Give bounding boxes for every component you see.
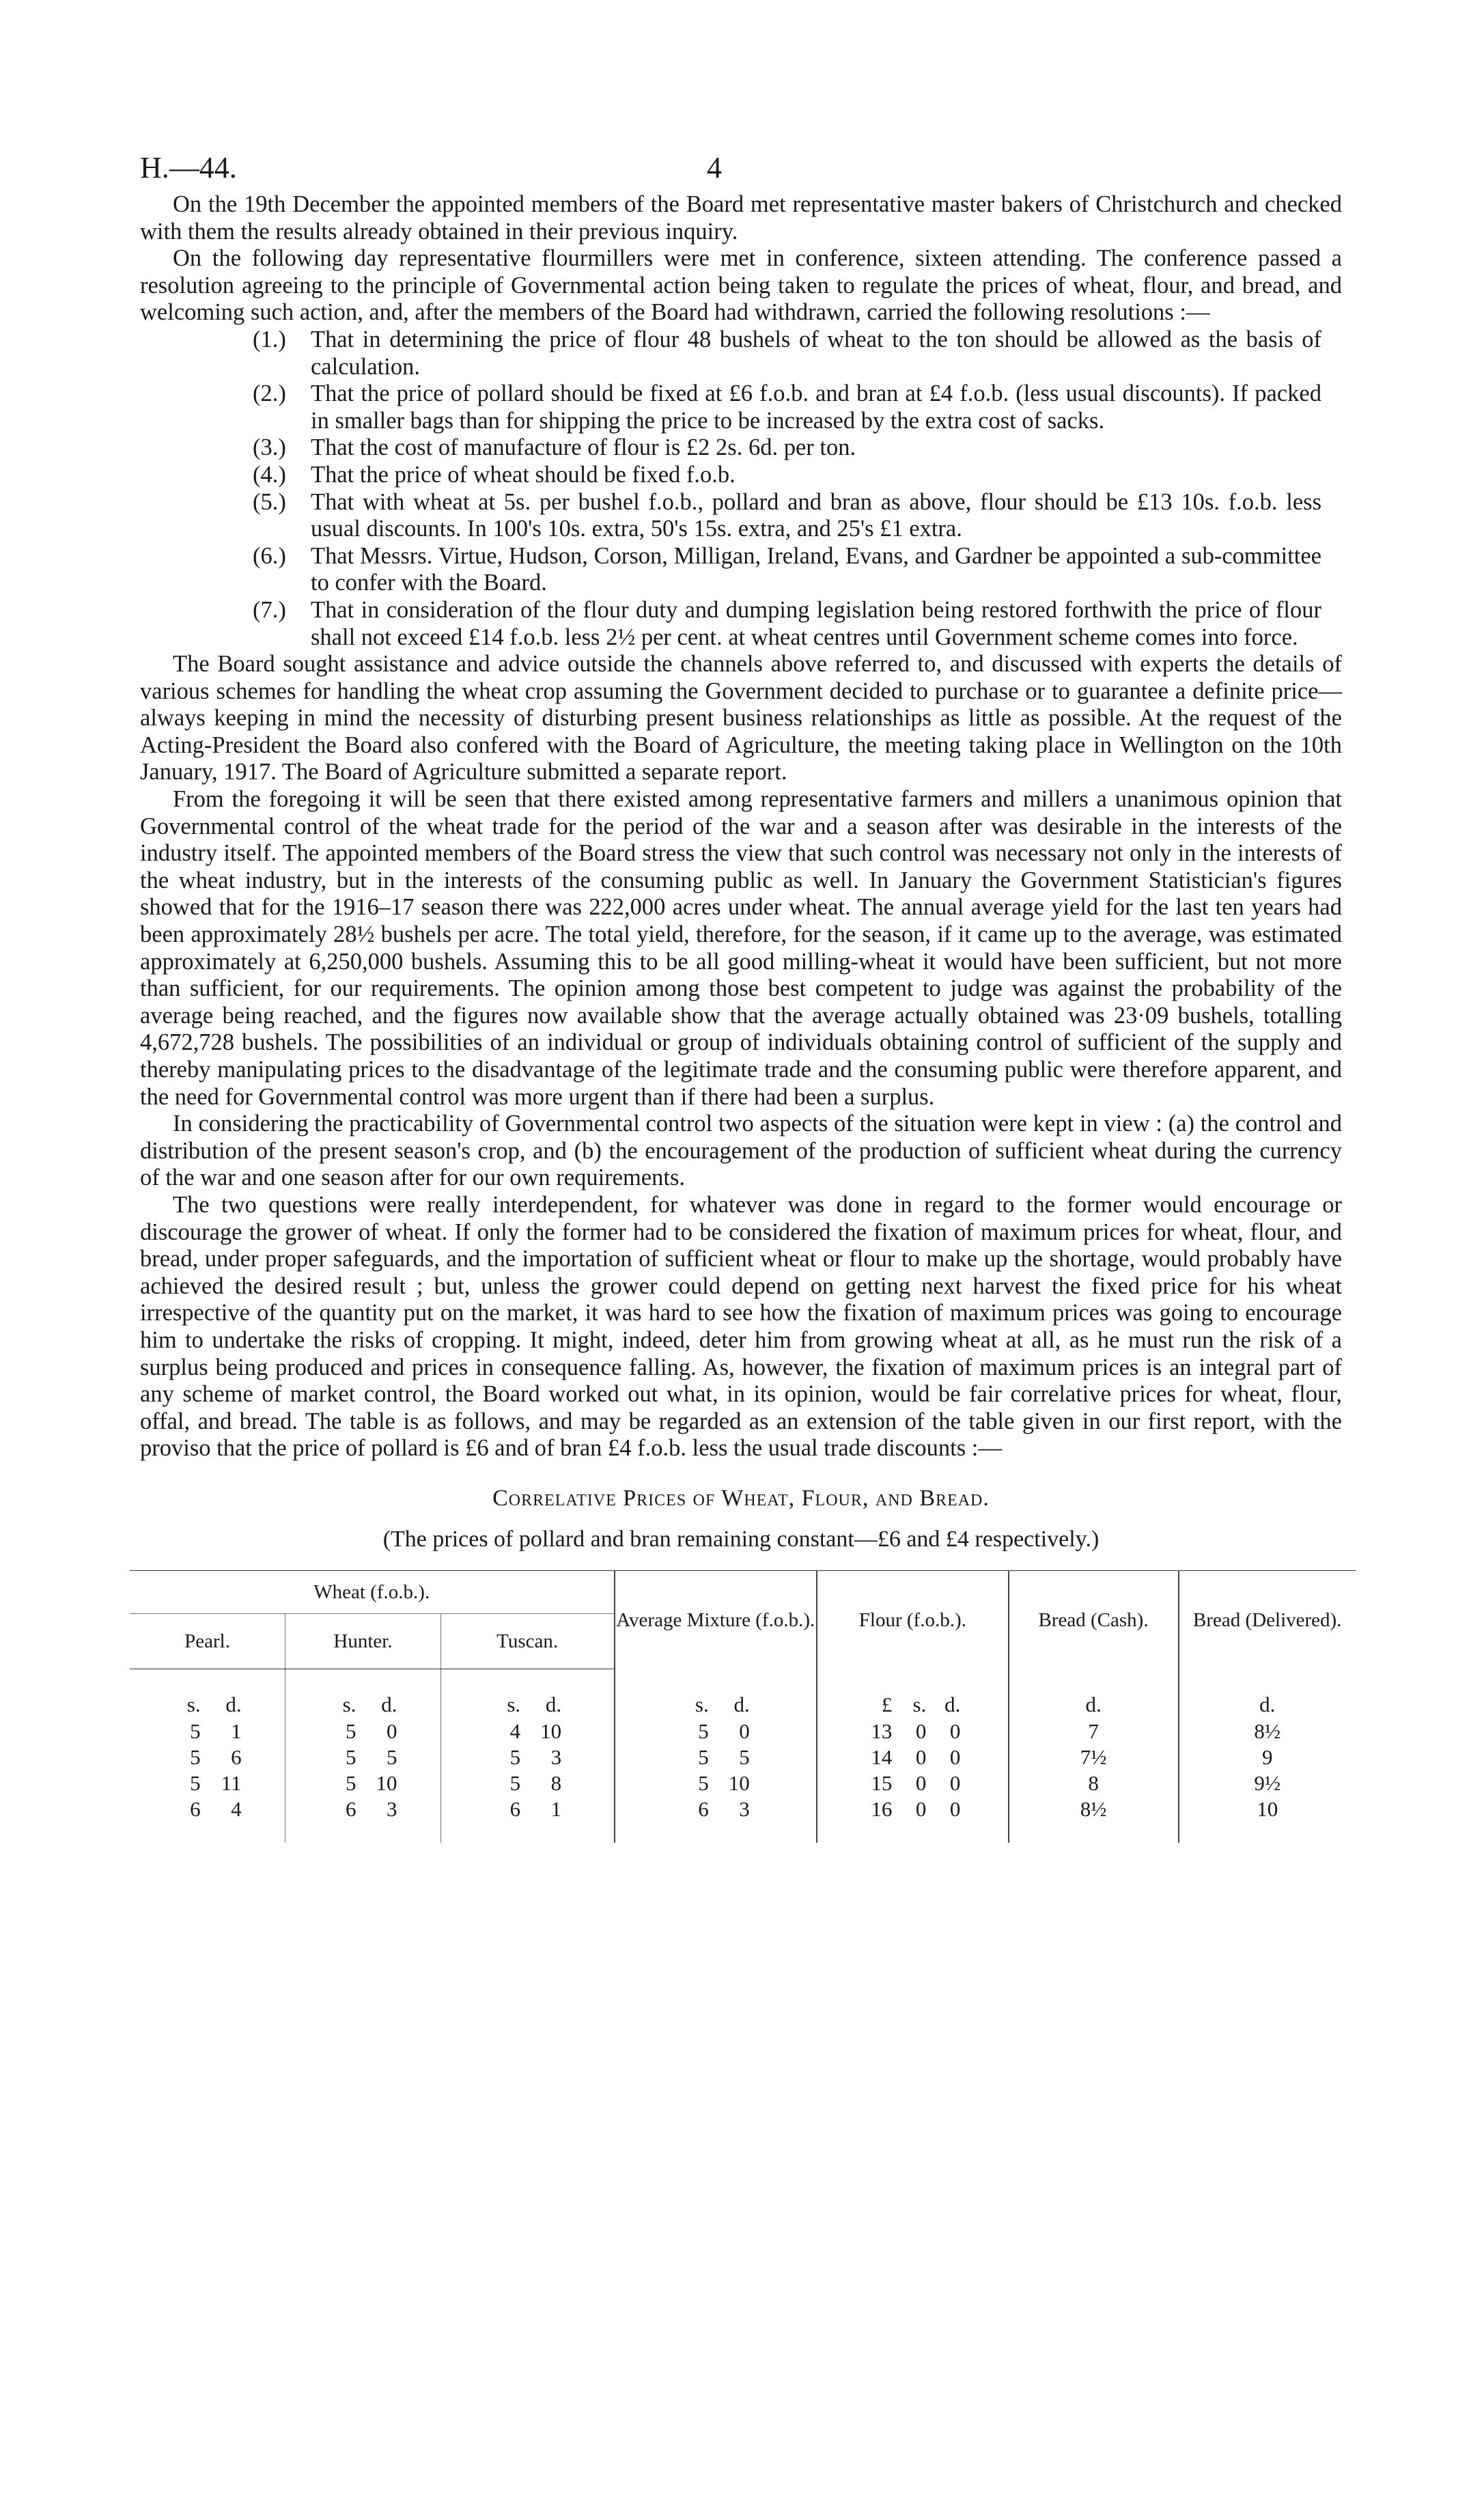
- paragraph-foregoing: From the foregoing it will be seen that there existed among representative farmers and millers a unanimous opinion that Governmental control of the wheat trade for the period of the war and a season after was desirable in the interests of the industry itself. The appointed members of the Board stress the view that such control was necessary not only in the interests of the wheat industry, but in the interests of the consuming public as well. In January the Government Statistician's figures showed that for the 1916–17 season there was 222,000 acres under wheat. The annual average yield for the last ten years had been approximately 28½ bushels per acre. The total yield, therefore, for the season, if it came up to the average, was estimated approximately at 6,250,000 bushels. Assuming this to be all good milling-wheat it would have been sufficient, but not more than sufficient, for our requirements. The opinion among those best competent to judge was against the probability of the average being reached, and the figures now available show that the average actually obtained was 23·09 bushels, totalling 4,672,728 bushels. The possibilities of an individual or group of individuals obtaining control of sufficient of the supply and thereby manipulating prices to the disadvantage of the legitimate trade and the consuming public were therefore apparent, and the need for Governmental control was more urgent than if there had been a surplus.: [140, 786, 1342, 1110]
- header-wheat-fob: Wheat (f.o.b.).: [130, 1570, 615, 1613]
- resolution-number: (1.): [253, 326, 286, 352]
- resolution-item: [140, 462, 1342, 489]
- resolution-number: (6.): [253, 542, 286, 569]
- resolution-number: (4.): [253, 461, 286, 488]
- page-number: 4: [707, 151, 722, 184]
- resolution-text: That the cost of manufacture of flour is £2 2s. 6d. per ton.: [311, 434, 856, 461]
- paragraph-flourmillers: On the following day representative flourmillers were met in conference, sixteen attending. The conference passed a resolution agreeing to the principle of Governmental action being taken to regulate the prices of wheat, flour, and bread, and welcoming such action, and, after the members of the Board had withdrawn, carried the following resolutions :—: [140, 245, 1342, 326]
- resolution-text: That Messrs. Virtue, Hudson, Corson, Milligan, Ireland, Evans, and Gardner be appointed a sub-committee to confer with the Board.: [311, 542, 1321, 596]
- resolution-number: (3.): [253, 434, 286, 461]
- correlative-prices-table: [130, 1570, 1356, 1843]
- table-row: 5 11 5 10 5 8 5 10 15 0 0 8 9½: [130, 1770, 1356, 1796]
- resolution-item: [140, 543, 1342, 597]
- header-average-mixture: Average Mixture (f.o.b.).: [615, 1570, 817, 1669]
- resolutions-list: [140, 326, 1342, 651]
- document-reference: H.—44.: [140, 151, 237, 184]
- header-hunter: Hunter.: [285, 1613, 441, 1669]
- resolution-item: [140, 434, 1342, 462]
- header-bread-delivered: Bread (Delivered).: [1179, 1570, 1356, 1669]
- units-row: s. d. s. d. s. d. s. d. £ s. d. d. d.: [130, 1669, 1356, 1718]
- table-caption: Correlative Prices of Wheat, Flour, and Bread.: [492, 1485, 990, 1511]
- paragraph-interdependent: The two questions were really interdependent, for whatever was done in regard to the former would encourage or discourage the grower of wheat. If only the former had to be considered the fixation of maximum prices for wheat, flour, and bread, under proper safeguards, and the importation of sufficient wheat or flour to make up the shortage, would probably have achieved the desired result ; but, unless the grower could depend on getting next harvest the fixed price for his wheat irrespective of the quantity put on the market, it was hard to see how the fixation of maximum prices was going to encourage him to undertake the risks of cropping. It might, indeed, deter him from growing wheat at all, as he must run the risk of a surplus being produced and prices in consequence falling. As, however, the fixation of maximum prices is an integral part of any scheme of market control, the Board worked out what, in its opinion, would be fair correlative prices for wheat, flour, offal, and bread. The table is as follows, and may be regarded as an extension of the table given in our first report, with the proviso that the price of pollard is £6 and of bran £4 f.o.b. less the usual trade discounts :—: [140, 1191, 1342, 1462]
- resolution-item: [140, 326, 1342, 380]
- document-page: [140, 130, 1342, 1843]
- resolution-text: That the price of pollard should be fixed at £6 f.o.b. and bran at £4 f.o.b. (less usual discounts). If packed in smaller bags than for shipping the price to be increased by the extra cost of sacks.: [311, 380, 1321, 434]
- resolution-item: [140, 380, 1342, 434]
- resolution-number: (7.): [253, 596, 286, 623]
- table-row: 5 6 5 5 5 3 5 5 14 0 0 7½ 9: [130, 1744, 1356, 1770]
- paragraph-bakers: On the 19th December the appointed members of the Board met representative master bakers of Christchurch and checked with them the results already obtained in their previous inquiry.: [140, 191, 1342, 245]
- resolution-text: That with wheat at 5s. per bushel f.o.b., pollard and bran as above, flour should be £13 10s. f.o.b. less usual discounts. In 100's 10s. extra, 50's 15s. extra, and 25's £1 extra.: [311, 488, 1321, 542]
- header-pearl: Pearl.: [130, 1613, 285, 1669]
- resolution-text: That in determining the price of flour 48 bushels of wheat to the ton should be allowed as the basis of calculation.: [311, 326, 1321, 380]
- table-row: 5 1 5 0 4 10 5 0 13 0 0 7 8½: [130, 1718, 1356, 1744]
- paragraph-board-assistance: The Board sought assistance and advice outside the channels above referred to, and discussed with experts the details of various schemes for handling the wheat crop assuming the Government decided to purchase or to guarantee a definite price—always keeping in mind the necessity of disturbing present business relationships as little as possible. At the request of the Acting-President the Board also confered with the Board of Agriculture, the meeting taking place in Wellington on the 10th January, 1917. The Board of Agriculture submitted a separate report.: [140, 651, 1342, 785]
- table-row: 6 4 6 3 6 1 6 3 16 0 0 8½ 10: [130, 1796, 1356, 1843]
- resolution-text: That the price of wheat should be fixed f.o.b.: [311, 461, 736, 488]
- resolution-item: [140, 597, 1342, 651]
- header-bread-cash: Bread (Cash).: [1009, 1570, 1179, 1669]
- table-subcaption: (The prices of pollard and bran remaining constant—£6 and £4 respectively.): [382, 1526, 1100, 1552]
- paragraph-practicability: In considering the practicability of Governmental control two aspects of the situation were kept in view : (a) the control and distribution of the present season's crop, and (b) the encouragement of the production of sufficient wheat during the currency of the war and one season after for our own requirements.: [140, 1111, 1342, 1191]
- page-header: [140, 130, 1342, 191]
- header-flour-fob: Flour (f.o.b.).: [817, 1570, 1009, 1669]
- resolution-number: (5.): [253, 488, 286, 515]
- resolution-text: That in consideration of the flour duty and dumping legislation being restored forthwith the price of flour shall not exceed £14 f.o.b. less 2½ per cent. at wheat centres until Government scheme comes into force.: [311, 596, 1321, 650]
- header-tuscan: Tuscan.: [440, 1613, 614, 1669]
- resolution-number: (2.): [253, 380, 286, 407]
- resolution-item: [140, 489, 1342, 543]
